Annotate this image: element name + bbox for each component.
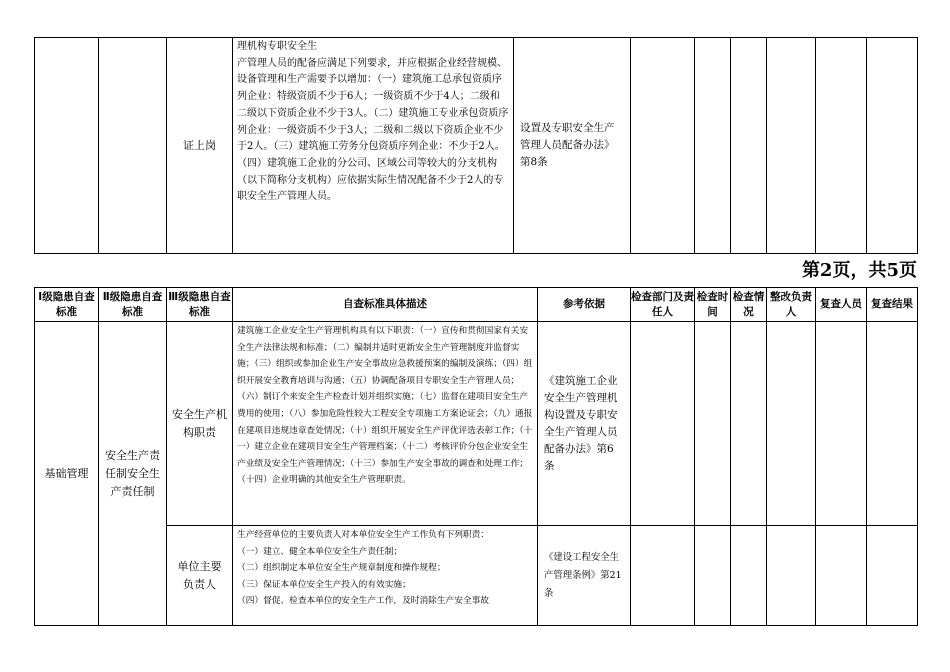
cell-rectifier	[767, 38, 816, 254]
header-description: 自查标准具体描述	[233, 288, 538, 322]
description-line: （四）督促、检查本单位的安全生产工作，及时消除生产安全事故	[237, 596, 489, 607]
cell-time	[695, 38, 731, 254]
cell-level3: 证上岗	[167, 38, 233, 254]
cell-level3: 安全生产机构职责	[167, 322, 233, 526]
description-line: （二）组织制定本单位安全生产规章制度和操作规程；	[237, 563, 446, 574]
cell-level2: 安全生产责任制安全生产责任制	[99, 322, 167, 626]
cell-reviewer	[816, 322, 867, 526]
table-row	[35, 322, 918, 526]
cell-result	[867, 38, 918, 254]
cell-rectifier	[767, 322, 816, 526]
cell-status	[731, 38, 767, 254]
cell-description: 理机构专职安全生 产管理人员的配备应满足下列要求，并应根据企业经营规模、设备管理和生产需要予以增加：（一）建筑施工总承包资质序列企业：特级资质不少于6人；一级资质不少于4人；二级和二级以下资质企业不少于3人。（二）建筑施工专业承包资质序列企业：一级资质不少于3人；二级和二级以下资质企业不少于2人。（三）建筑施工劳务分包资质序列企业：不少于2人。（四）建筑施工企业的分公司、区域公司等较大的分支机构（以下简称分支机构）应依据实际生情况配备不少于2人的专职安全生产管理人员。	[233, 38, 514, 254]
description-line: （三）保证本单位安全生产投入的有效实施；	[237, 579, 411, 590]
cell-level3: 单位主要负责人	[167, 526, 233, 626]
description-line: 生产经营单位的主要负责人对本单位安全生产工作负有下列职责：	[237, 530, 489, 540]
description-line: （一）建立、健全本单位安全生产责任制；	[237, 546, 403, 557]
header-level1: Ⅰ级隐患自查标准	[35, 288, 99, 322]
cell-time	[695, 322, 731, 526]
cell-result	[867, 322, 918, 526]
cell-rectifier	[767, 526, 816, 626]
cell-status	[731, 526, 767, 626]
cell-description	[233, 526, 538, 626]
cell-level1	[35, 38, 99, 254]
cell-result	[867, 526, 918, 626]
header-result: 复查结果	[867, 288, 918, 322]
cell-status	[731, 322, 767, 526]
cell-time	[695, 526, 731, 626]
cell-reference: 设置及专职安全生产管理人员配备办法》第8条	[514, 38, 631, 254]
header-level2: Ⅱ级隐患自查标准	[99, 288, 167, 322]
cell-description: 建筑施工企业安全生产管理机构具有以下职责：（一）宣传和贯彻国家有关安全生产法律法规和标准；（二）编制并适时更新安全生产管理制度并监督实施；（三）组织或参加企业生产安全事故应急救援预案的编制及演练；（四）组织开展安全教育培训与沟通；（五）协调配备项目专职安全生产管理人员；（六）制订个来安全生产检查计划并组织实施；（七）监督在建项目安全生产费用的使用；（八）参加危险性较大工程安全专项施工方案论证会；（九）通报在建项目违规违章查处情况；（十）组织开展安全生产评优评选表彰工作；（十一）建立企业在建项目安全生产管理档案；（十二）考核评价分包企业安全生产业绩及安全生产管理情况；（十三）参加生产安全事故的调查和处理工作；（十四）企业明确的其他安全生产管理职责。	[233, 322, 538, 526]
continuation-row	[35, 38, 918, 254]
cell-level1: 基础管理	[35, 322, 99, 626]
header-row	[35, 288, 918, 322]
cell-dept	[631, 38, 695, 254]
cell-dept	[631, 526, 695, 626]
header-reviewer: 复查人员	[816, 288, 867, 322]
page-indicator: 第2页，共5页	[801, 260, 917, 281]
continuation-table	[34, 37, 918, 254]
cell-reference: 《建设工程安全生产管理条例》第21条	[538, 526, 631, 626]
header-rectifier: 整改负责人	[767, 288, 816, 322]
checklist-table	[34, 287, 918, 626]
cell-dept	[631, 322, 695, 526]
cell-reviewer	[816, 526, 867, 626]
table-row	[35, 526, 918, 626]
cell-reference: 《建筑施工企业安全生产管理机构设置及专职安全生产管理人员配备办法》第6条	[538, 322, 631, 526]
header-status: 检查情况	[731, 288, 767, 322]
header-time: 检查时间	[695, 288, 731, 322]
cell-reviewer	[816, 38, 867, 254]
header-level3: Ⅲ级隐患自查标准	[167, 288, 233, 322]
header-reference: 参考依据	[538, 288, 631, 322]
header-dept: 检查部门及责任人	[631, 288, 695, 322]
cell-level2	[99, 38, 167, 254]
